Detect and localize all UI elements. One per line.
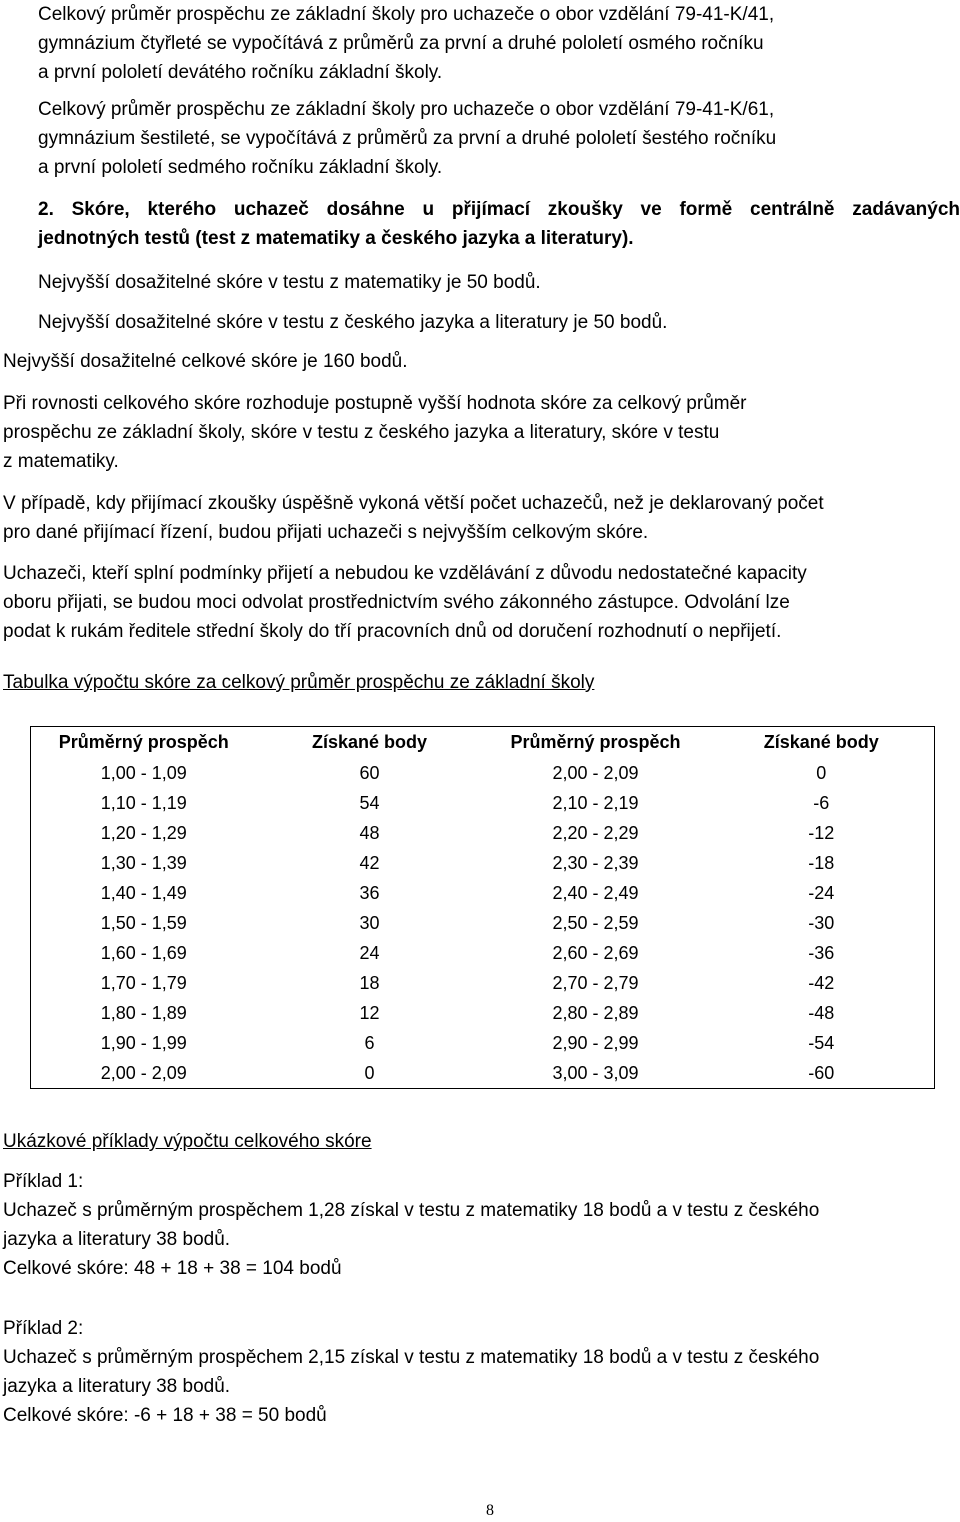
text-line: Uchazeči, kteří splní podmínky přijetí a nebudou ke vzdělávání z důvodu nedostatečné kapacity xyxy=(3,563,807,584)
table-cell: 2,50 - 2,59 xyxy=(552,912,639,933)
text-line: pro dané přijímací řízení, budou přijati uchazeči s nejvyšším celkovým skóre. xyxy=(3,522,649,543)
table-cell: 1,30 - 1,39 xyxy=(100,852,187,873)
text-line: Při rovnosti celkového skóre rozhoduje postupně vyšší hodnota skóre za celkový průměr xyxy=(3,393,747,414)
table-row xyxy=(31,968,935,998)
example-total: Celkové skóre: -6 + 18 + 38 = 50 bodů xyxy=(3,1405,327,1426)
table-cell: -30 xyxy=(808,912,835,933)
example-2 xyxy=(3,1314,948,1430)
table-cell: 2,70 - 2,79 xyxy=(552,972,639,993)
table-cell: 60 xyxy=(359,762,380,783)
table-cell: 54 xyxy=(359,792,380,813)
text-line: gymnázium čtyřleté se vypočítává z průměrů za první a druhé pololetí osmého ročníku xyxy=(38,33,764,54)
text-line: 2. Skóre, kterého uchazeč dosáhne u přijímací zkoušky ve formě centrálně zadávaných xyxy=(38,199,960,220)
column-header: Průměrný prospěch xyxy=(510,732,681,752)
table-cell: 1,60 - 1,69 xyxy=(100,942,187,963)
table-cell: 12 xyxy=(359,1002,380,1023)
table-cell: -12 xyxy=(808,822,835,843)
example-title: Příklad 1: xyxy=(3,1171,84,1192)
paragraph-tie-break xyxy=(3,389,948,476)
table-cell: -60 xyxy=(808,1062,835,1083)
table-cell: 2,00 - 2,09 xyxy=(552,762,639,783)
table-cell: -18 xyxy=(808,852,835,873)
text-line: V případě, kdy přijímací zkoušky úspěšně vykoná větší počet uchazečů, než je deklarovaný počet xyxy=(3,493,824,514)
table-cell: -24 xyxy=(808,882,835,903)
paragraph-average-4year xyxy=(38,0,960,87)
example-1 xyxy=(3,1167,948,1283)
text-line: z matematiky. xyxy=(3,451,119,472)
table-row xyxy=(31,758,935,788)
text-line: jednotných testů (test z matematiky a českého jazyka a literatury). xyxy=(38,228,634,249)
table-title: Tabulka výpočtu skóre za celkový průměr prospěchu ze základní školy xyxy=(3,672,595,693)
table-cell: 1,40 - 1,49 xyxy=(100,882,187,903)
table-cell: -54 xyxy=(808,1032,835,1053)
table-cell: 2,60 - 2,69 xyxy=(552,942,639,963)
table-row xyxy=(31,1028,935,1058)
text-line: Celkový průměr prospěchu ze základní školy pro uchazeče o obor vzdělání 79-41-K/41, xyxy=(38,4,775,25)
table-row xyxy=(31,848,935,878)
table-cell: -42 xyxy=(808,972,835,993)
table-cell: 1,90 - 1,99 xyxy=(100,1032,187,1053)
page-number: 8 xyxy=(486,1502,494,1519)
table-cell: -48 xyxy=(808,1002,835,1023)
paragraph-average-6year xyxy=(38,95,960,182)
table-cell: 2,40 - 2,49 xyxy=(552,882,639,903)
column-header: Získané body xyxy=(311,732,428,752)
table-row xyxy=(31,1058,935,1089)
table-cell: 3,00 - 3,09 xyxy=(552,1062,639,1083)
column-header: Získané body xyxy=(763,732,879,752)
table-cell: 2,00 - 2,09 xyxy=(100,1062,187,1083)
table-cell: -6 xyxy=(813,792,830,813)
table-cell: -36 xyxy=(808,942,835,963)
text-line: a první pololetí devátého ročníku základní školy. xyxy=(38,62,443,83)
table-cell: 24 xyxy=(359,942,380,963)
table-cell: 1,10 - 1,19 xyxy=(100,792,187,813)
table-body xyxy=(31,758,935,1089)
table-cell: 42 xyxy=(359,852,380,873)
paragraph-capacity xyxy=(3,489,948,547)
table-row xyxy=(31,908,935,938)
text-line: Uchazeč s průměrným prospěchem 1,28 získal v testu z matematiky 18 bodů a v testu z českého xyxy=(3,1200,820,1221)
table-cell: 2,20 - 2,29 xyxy=(552,822,639,843)
example-title: Příklad 2: xyxy=(3,1318,84,1339)
text-line: a první pololetí sedmého ročníku základní školy. xyxy=(38,157,443,178)
table-row xyxy=(31,878,935,908)
max-score-czech: Nejvyšší dosažitelné skóre v testu z českého jazyka a literatury je 50 bodů. xyxy=(38,312,668,333)
table-cell: 36 xyxy=(359,882,380,903)
table-row xyxy=(31,998,935,1028)
table-row xyxy=(31,938,935,968)
text-line: Celkový průměr prospěchu ze základní školy pro uchazeče o obor vzdělání 79-41-K/61, xyxy=(38,99,775,120)
table-cell: 30 xyxy=(359,912,380,933)
example-total: Celkové skóre: 48 + 18 + 38 = 104 bodů xyxy=(3,1258,342,1279)
table-cell: 0 xyxy=(364,1062,375,1083)
max-score-math: Nejvyšší dosažitelné skóre v testu z matematiky je 50 bodů. xyxy=(38,272,541,293)
table-cell: 2,90 - 2,99 xyxy=(552,1032,639,1053)
score-table xyxy=(30,726,935,1089)
text-line: gymnázium šestileté, se vypočítává z průměrů za první a druhé pololetí šestého ročníku xyxy=(38,128,777,149)
table-cell: 2,30 - 2,39 xyxy=(552,852,639,873)
text-line: oboru přijati, se budou moci odvolat prostřednictvím svého zákonného zástupce. Odvolání lze xyxy=(3,592,790,613)
text-line: podat k rukám ředitele střední školy do tří pracovních dnů od doručení rozhodnutí o nepřijetí. xyxy=(3,621,782,642)
table-cell: 1,50 - 1,59 xyxy=(100,912,187,933)
max-score-total: Nejvyšší dosažitelné celkové skóre je 160 bodů. xyxy=(3,351,408,372)
item-2-heading xyxy=(38,195,960,253)
table-cell: 1,80 - 1,89 xyxy=(100,1002,187,1023)
text-line: Uchazeč s průměrným prospěchem 2,15 získal v testu z matematiky 18 bodů a v testu z českého xyxy=(3,1347,820,1368)
paragraph-appeal xyxy=(3,559,948,646)
table-cell: 48 xyxy=(359,822,380,843)
table-header-row xyxy=(31,727,935,759)
text-line: prospěchu ze základní školy, skóre v testu z českého jazyka a literatury, skóre v testu xyxy=(3,422,720,443)
table-cell: 6 xyxy=(364,1032,375,1053)
table-cell: 1,00 - 1,09 xyxy=(100,762,187,783)
table-cell: 2,10 - 2,19 xyxy=(552,792,639,813)
examples-heading: Ukázkové příklady výpočtu celkového skóre xyxy=(3,1131,372,1152)
column-header: Průměrný prospěch xyxy=(58,732,229,752)
table-cell: 1,70 - 1,79 xyxy=(100,972,187,993)
table-cell: 0 xyxy=(816,762,827,783)
table-cell: 18 xyxy=(359,972,380,993)
text-line: jazyka a literatury 38 bodů. xyxy=(3,1376,231,1397)
table-row xyxy=(31,818,935,848)
table-row xyxy=(31,788,935,818)
table-cell: 2,80 - 2,89 xyxy=(552,1002,639,1023)
table-cell: 1,20 - 1,29 xyxy=(100,822,187,843)
text-line: jazyka a literatury 38 bodů. xyxy=(3,1229,231,1250)
